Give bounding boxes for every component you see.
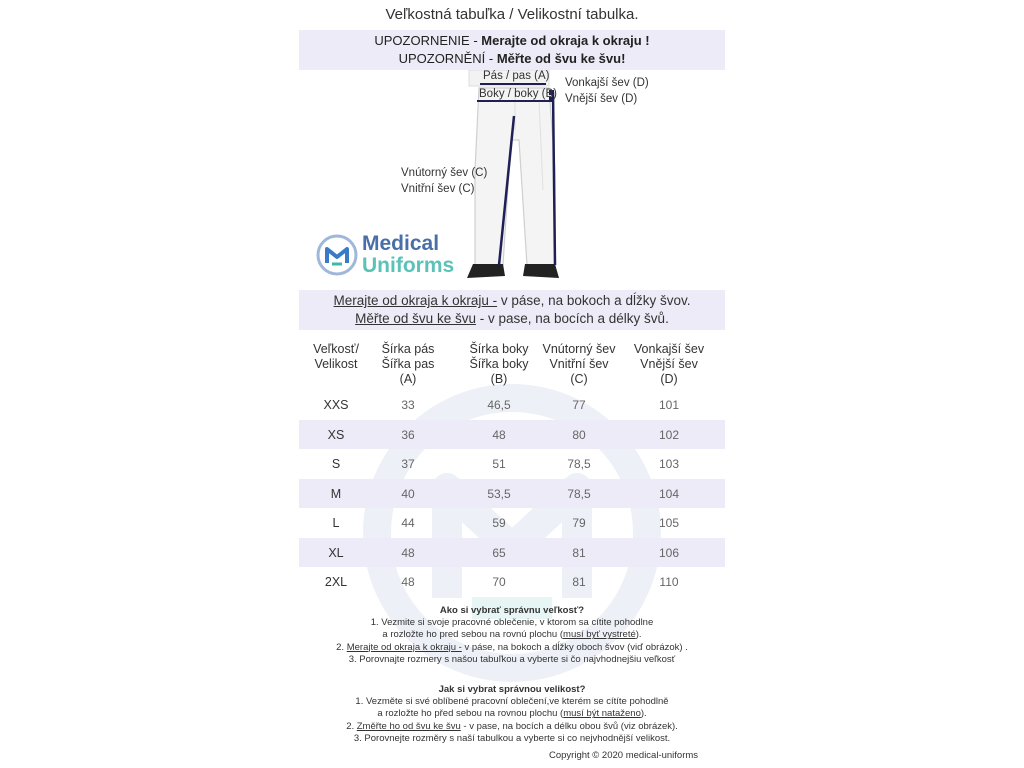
cell-outseam: 106 (658, 545, 680, 560)
table-row (299, 449, 725, 479)
help-sk-step2-u: Merajte od okraja k okraju - (346, 641, 462, 653)
cell-outseam: 102 (658, 427, 680, 442)
cell-size: L (332, 516, 340, 530)
page-title: Veľkostná tabuľka / Velikostní tabulka. (385, 6, 639, 23)
cell-inseam: 81 (572, 545, 586, 560)
cell-outseam: 105 (658, 516, 680, 530)
header-size (299, 342, 373, 372)
warning-cz (299, 50, 725, 68)
cell-waist: 48 (401, 545, 415, 560)
cell-outseam: 104 (658, 486, 680, 501)
header-outseam (627, 342, 711, 387)
cell-hips: 51 (492, 457, 506, 471)
label-hips: Boky / boky (B) (479, 88, 557, 100)
measure-instruction-banner (299, 290, 725, 330)
pants-figure (299, 70, 725, 288)
cell-waist: 48 (401, 575, 415, 589)
help-cz (299, 684, 725, 745)
header-waist-l2: Šířka pas (381, 357, 435, 371)
instruction-cz-rest: - v pase, na bocích a délky švů. (475, 311, 669, 326)
help-sk-step1b-a: a rozložte ho pred sebou na rovnú plochu ( (382, 629, 564, 641)
cell-size: M (330, 486, 342, 501)
instruction-sk-rest: v páse, na bokoch a dĺžky švov. (497, 293, 691, 308)
header-inseam (537, 342, 621, 387)
cell-waist: 33 (401, 398, 415, 412)
label-outseam-cz: Vnější šev (D) (565, 93, 638, 105)
cell-hips: 48 (492, 427, 506, 442)
label-inseam-sk: Vnútorný šev (C) (401, 167, 488, 179)
cell-size: XXS (323, 398, 349, 412)
header-size-l1: Veľkosť/ (313, 342, 359, 356)
header-hips (459, 342, 539, 387)
table-row (299, 508, 725, 538)
cell-waist: 37 (401, 457, 415, 471)
cell-size: 2XL (324, 575, 348, 589)
help-cz-step2-a: 2. (346, 720, 357, 732)
help-sk-step1b-u: musí byť vystreté (563, 629, 636, 641)
instruction-cz-underlined: Měřte od švu ke švu (355, 311, 476, 326)
header-waist-l1: Šírka pás (381, 342, 435, 356)
help-sk-step2-b: v páse, na bokoch a dĺžky oboch švov (viď obrázok) . (461, 641, 688, 653)
help-sk-heading: Ako si vybrať správnu veľkosť? (439, 605, 585, 616)
instruction-cz (299, 310, 725, 328)
header-outseam-l1: Vonkajší šev (633, 342, 705, 356)
cell-hips: 70 (492, 575, 506, 589)
header-inseam-l1: Vnútorný šev (542, 342, 616, 356)
cell-hips: 65 (492, 545, 506, 560)
cell-outseam: 110 (659, 575, 679, 589)
logo-uniforms: Uniforms (362, 254, 455, 277)
warning-banner (299, 30, 725, 70)
cell-hips: 53,5 (487, 486, 511, 501)
header-size-l2: Velikost (314, 357, 358, 371)
header-hips-l2: Šířka boky (469, 357, 529, 371)
table-row (299, 420, 725, 450)
help-sk-step2 (299, 642, 725, 654)
cell-waist: 44 (401, 516, 415, 530)
logo-medical: Medical (362, 232, 440, 255)
warning-cz-prefix: UPOZORNĚNÍ - (398, 51, 497, 66)
cell-waist: 40 (401, 486, 415, 501)
cell-size: XS (327, 427, 345, 442)
table-header (299, 336, 725, 390)
header-inseam-l3: (C) (570, 372, 588, 386)
warning-sk-prefix: UPOZORNENIE - (374, 33, 482, 48)
cell-outseam: 101 (658, 398, 680, 412)
header-waist (373, 342, 443, 387)
help-sk (299, 605, 725, 666)
header-hips-l1: Šírka boky (469, 342, 529, 356)
help-cz-step3: 3. Porovnejte rozměry s naší tabulkou a vyberte si co nejvhodnější velikost. (353, 732, 671, 744)
help-cz-step2-b: - v pase, na bocích a délku obou švů (viz obrázek). (460, 720, 678, 732)
size-table (299, 336, 725, 597)
help-cz-step1b (299, 708, 725, 720)
cell-hips: 59 (492, 516, 506, 530)
table-row (299, 479, 725, 509)
cell-inseam: 80 (572, 427, 586, 442)
label-outseam-sk: Vonkajší šev (D) (565, 77, 649, 89)
table-row (299, 538, 725, 568)
cell-size: S (331, 457, 341, 471)
help-cz-step1b-a: a rozložte ho před sebou na rovnou plochu ( (377, 708, 564, 720)
cell-waist: 36 (401, 427, 415, 442)
warning-sk-bold: Merajte od okraja k okraju ! (481, 33, 650, 48)
cell-inseam: 79 (572, 516, 586, 530)
instruction-sk-underlined: Merajte od okraja k okraju - (333, 293, 498, 308)
header-hips-l3: (B) (490, 372, 508, 386)
help-cz-heading: Jak si vybrat správnou velikost? (438, 684, 586, 695)
cell-outseam: 103 (658, 457, 680, 471)
cell-inseam: 77 (572, 398, 586, 412)
cell-size: XL (328, 545, 344, 560)
cell-inseam: 78,5 (567, 486, 591, 501)
cell-inseam: 78,5 (567, 457, 591, 471)
label-waist: Pás / pas (A) (483, 70, 550, 82)
help-sk-step1b (299, 629, 725, 641)
help-cz-step2-u: Změřte ho od švu ke švu (356, 720, 461, 732)
help-cz-step1b-b: ). (640, 708, 647, 720)
header-outseam-l3: (D) (660, 372, 678, 386)
help-cz-step2 (299, 721, 725, 733)
copyright: Copyright © 2020 medical-uniforms (549, 750, 699, 761)
logo-icon (315, 233, 359, 277)
header-outseam-l2: Vnější šev (640, 357, 698, 371)
instruction-sk (299, 292, 725, 310)
help-sk-step3: 3. Porovnajte rozmery s našou tabuľkou a vyberte si čo najvhodnejšiu veľkosť (348, 653, 676, 665)
label-inseam-cz: Vnitřní šev (C) (401, 183, 475, 195)
help-sk-step1: 1. Vezmite si svoje pracovné oblečenie, v ktorom sa cítite pohodlne (370, 617, 654, 629)
table-row (299, 567, 725, 597)
help-sk-step1b-b: ). (635, 629, 642, 641)
cell-inseam: 81 (572, 575, 586, 589)
warning-cz-bold: Měřte od švu ke švu! (496, 51, 626, 66)
warning-sk (299, 32, 725, 50)
help-cz-step1: 1. Vezměte si své oblíbené pracovní oblečení,ve kterém se cítíte pohodlně (355, 696, 669, 708)
help-sk-step2-a: 2. (336, 641, 347, 653)
table-row (299, 390, 725, 420)
table-body (299, 390, 725, 597)
header-inseam-l2: Vnitřní šev (549, 357, 609, 371)
header-waist-l3: (A) (399, 372, 417, 386)
cell-hips: 46,5 (487, 398, 511, 412)
help-cz-step1b-u: musí být nataženo (563, 708, 641, 720)
